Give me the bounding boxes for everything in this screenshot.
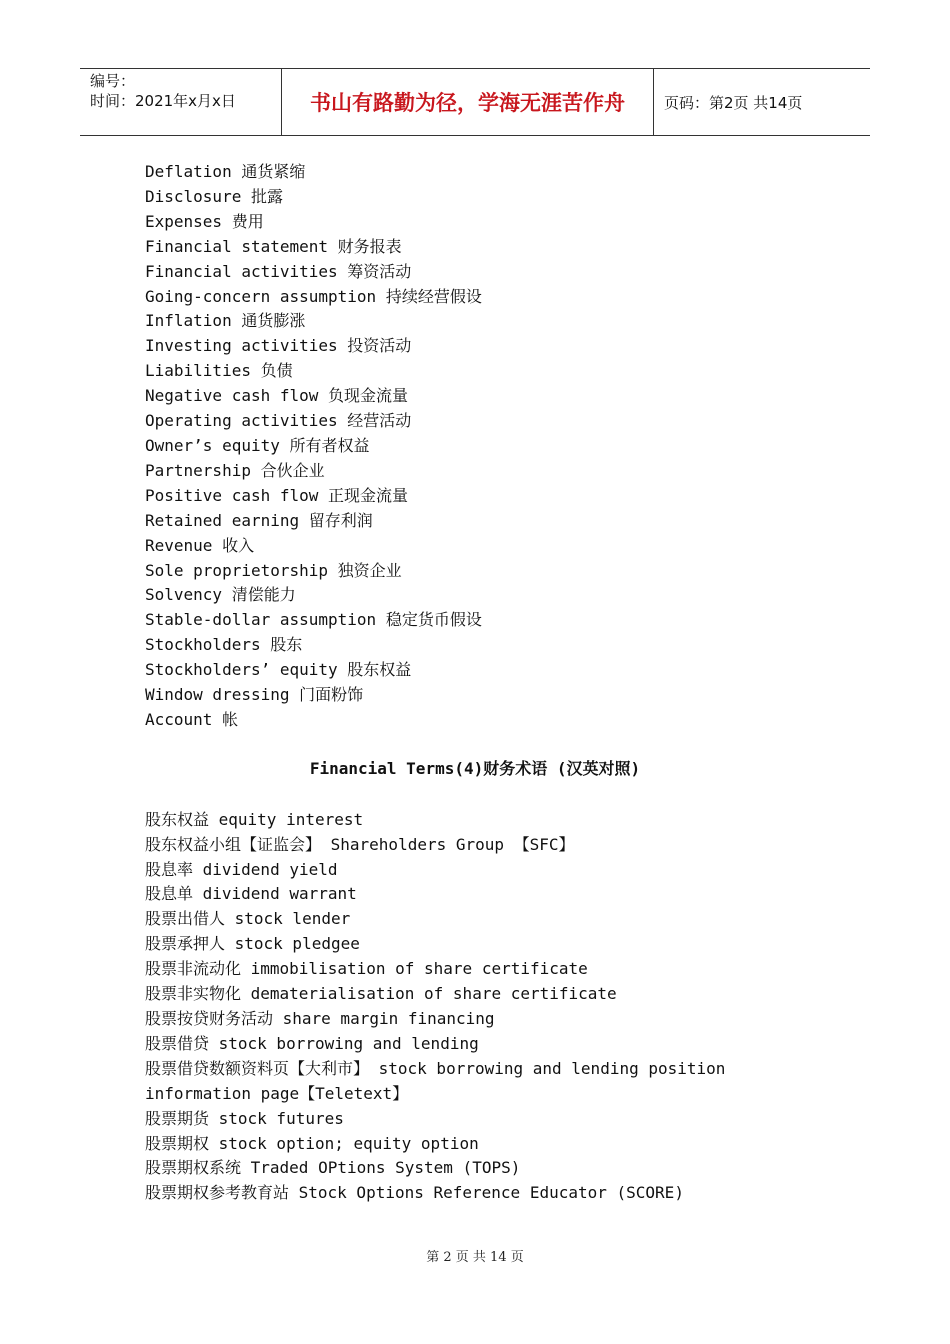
term-list-en-zh: [145, 160, 825, 733]
header-meta: [80, 69, 282, 135]
page-header: [80, 68, 870, 136]
term-line: 股票借贷 stock borrowing and lending: [145, 1033, 479, 1053]
term-line: Inflation 通货膨涨: [145, 311, 306, 331]
header-page-info: 页码：第2页 共14页: [664, 93, 803, 112]
term-line: 股东权益小组【证监会】 Shareholders Group 【SFC】: [145, 834, 575, 854]
term-line: 股票非实物化 dematerialisation of share certificate: [145, 984, 617, 1004]
term-line: Account 帐: [145, 709, 239, 729]
term-line: 股息单 dividend warrant: [145, 884, 357, 904]
term-line: 股票借贷数额资料页【大利市】 stock borrowing and lending position information page【Teletext】: [145, 1058, 726, 1103]
header-motto: 书山有路勤为径，学海无涯苦作舟: [282, 69, 654, 135]
term-line: 股票期货 stock futures: [145, 1108, 344, 1128]
term-line: 股票出借人 stock lender: [145, 909, 351, 929]
term-line: Window dressing 门面粉饰: [145, 685, 364, 705]
term-line: 股票期权 stock option; equity option: [145, 1133, 479, 1153]
term-line: Sole proprietorship 独资企业: [145, 560, 402, 580]
term-line: Stockholders 股东: [145, 635, 303, 655]
term-line: Retained earning 留存利润: [145, 510, 373, 530]
document-number-label: 编号：: [90, 72, 136, 90]
term-line: 股票期权系统 Traded OPtions System (TOPS): [145, 1158, 521, 1178]
page-footer: 第 2 页 共 14 页: [426, 1250, 524, 1265]
term-line: Financial statement 财务报表: [145, 236, 402, 256]
term-line: Stockholders’ equity 股东权益: [145, 660, 412, 680]
document-body: [145, 160, 825, 1206]
term-line: 股票期权参考教育站 Stock Options Reference Educator (SCORE): [145, 1183, 684, 1203]
term-line: Owner’s equity 所有者权益: [145, 435, 370, 455]
term-line: Disclosure 批露: [145, 186, 283, 206]
term-line: Positive cash flow 正现金流量: [145, 485, 409, 505]
term-line: 股息率 dividend yield: [145, 859, 338, 879]
term-line: Investing activities 投资活动: [145, 336, 412, 356]
term-line: 股票按贷财务活动 share margin financing: [145, 1009, 495, 1028]
term-line: Expenses 费用: [145, 211, 264, 231]
term-line: 股票非流动化 immobilisation of share certificate: [145, 959, 588, 979]
term-line: Revenue 收入: [145, 535, 255, 555]
term-list-zh-en: [145, 808, 825, 1207]
document-time-label: 时间：2021年x月x日: [90, 92, 236, 110]
term-line: Deflation 通货紧缩: [145, 162, 306, 181]
term-line: Operating activities 经营活动: [145, 411, 412, 431]
term-line: Liabilities 负债: [145, 361, 293, 381]
term-line: Financial activities 筹资活动: [145, 261, 412, 281]
term-line: Partnership 合伙企业: [145, 460, 325, 480]
term-line: Going-concern assumption 持续经营假设: [145, 286, 482, 306]
section-title: Financial Terms(4)财务术语 (汉英对照): [309, 758, 641, 778]
term-line: Solvency 清偿能力: [145, 585, 296, 605]
term-line: Stable-dollar assumption 稳定货币假设: [145, 610, 482, 630]
term-line: 股东权益 equity interest: [145, 809, 364, 829]
term-line: 股票承押人 stock pledgee: [145, 934, 360, 954]
term-line: Negative cash flow 负现金流量: [145, 386, 409, 406]
